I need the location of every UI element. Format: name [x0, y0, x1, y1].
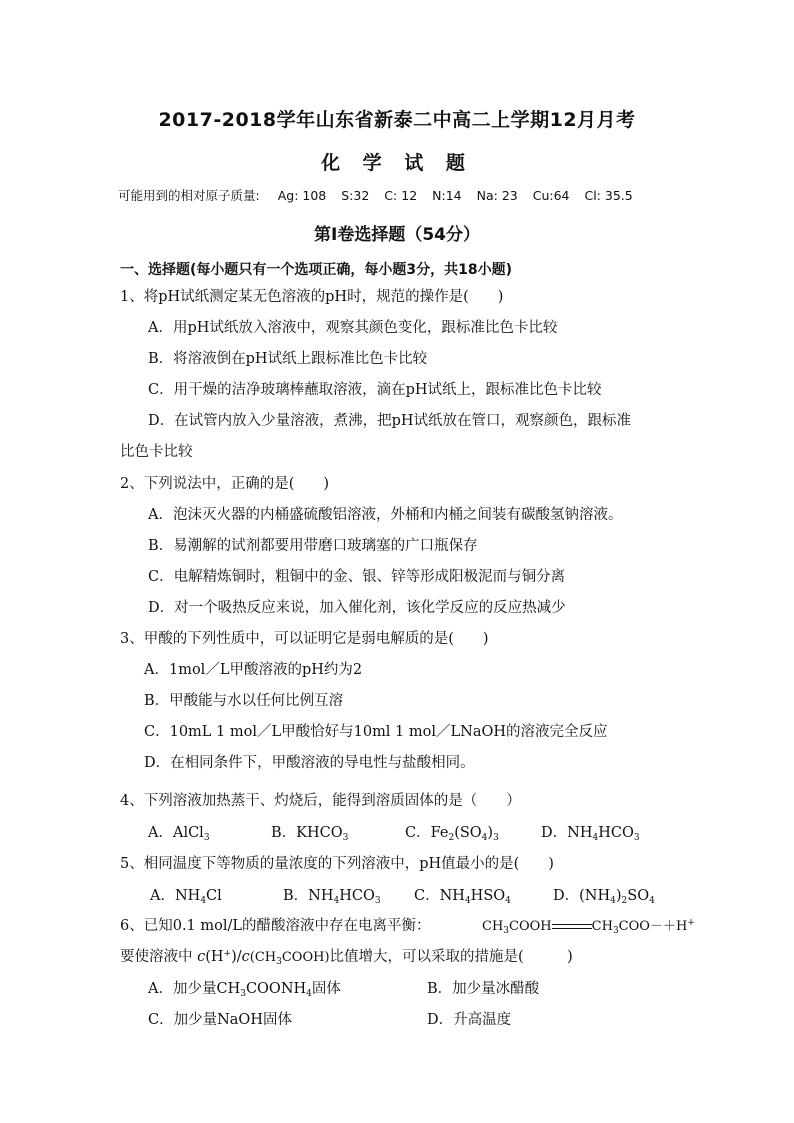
q1-option-a: A．用pH试纸放入溶液中，观察其颜色变化，跟标准比色卡比较 [148, 320, 558, 336]
q6-stem-line2: 要使溶液中 $c(H^+)/c(CH_3COOH)$比值增大，可以采取的措施是( ) [120, 949, 573, 967]
q5-stem: 5、相同温度下等物质的量浓度的下列溶液中，pH值最小的是( ) [120, 856, 554, 872]
q2-option-d: D．对一个吸热反应来说，加入催化剂，该化学反应的反应热减少 [148, 600, 566, 616]
q3-option-a: A．1mol／L甲酸溶液的pH约为2 [144, 662, 363, 678]
q4-option-d: D．$NH_4HCO_3$ [541, 825, 640, 843]
q1-option-d: D．在试管内放入少量溶液，煮沸，把pH试纸放在管口，观察颜色，跟标准 [148, 413, 632, 429]
q1-option-c: C．用干燥的洁净玻璃棒蘸取溶液，滴在pH试纸上，跟标准比色卡比较 [148, 382, 602, 398]
q5-option-d: D．$(NH_4)_2SO_4$ [553, 888, 655, 906]
equilibrium-arrow-icon [552, 922, 592, 932]
subject-title: 化 学 试 题 [321, 152, 473, 174]
q6-stem: 6、已知0.1 mol/L的醋酸溶液中存在电离平衡： [120, 918, 431, 934]
q1-option-d-cont: 比色卡比较 [120, 444, 193, 460]
atomic-mass-item: Cl: 35.5 [584, 188, 633, 203]
q4-option-c: C．$Fe_2(SO_4)_3$ [405, 825, 499, 843]
q4-option-a: A．AlCl$_3$ [148, 825, 210, 843]
atomic-mass-item: N:14 [432, 188, 462, 203]
part-title: 第Ⅰ卷选择题（54分） [314, 225, 480, 245]
q3-option-d: D．在相同条件下，甲酸溶液的导电性与盐酸相同。 [144, 755, 475, 771]
atomic-mass-item: C: 12 [384, 188, 418, 203]
q6-ionization-equation: $CH_3COOH$ $CH_3COO-+H^+$ [482, 918, 695, 936]
q4-option-b: B．$KHCO_3$ [271, 825, 349, 843]
q5-option-c: C．$NH_4HSO_4$ [414, 888, 511, 906]
atomic-mass-item: Na: 23 [476, 188, 518, 203]
q6-option-b: B．加少量冰醋酸 [427, 981, 540, 997]
q2-option-b: B．易潮解的试剂都要用带磨口玻璃塞的广口瓶保存 [148, 538, 478, 554]
atomic-masses [118, 186, 644, 204]
q3-stem: 3、甲酸的下列性质中，可以证明它是弱电解质的是( ) [120, 631, 489, 647]
q3-option-c: C．10mL 1 mol／L甲酸恰好与10ml 1 mol／LNaOH的溶液完全反应 [144, 724, 608, 740]
q6-option-c: C．加少量NaOH固体 [148, 1012, 292, 1028]
q6-option-d: D．升高温度 [427, 1012, 512, 1028]
q5-option-a: A．$NH_4Cl$ [150, 888, 222, 906]
q1-stem: 1、将pH试纸测定某无色溶液的pH时，规范的操作是( ) [120, 289, 504, 305]
q5-option-b: B．$NH_4HCO_3$ [283, 888, 381, 906]
atomic-mass-item: Ag: 108 [277, 188, 327, 203]
atomic-mass-item: S:32 [341, 188, 370, 203]
section-title: 一、选择题(每小题只有一个选项正确，每小题3分，共18小题) [120, 262, 513, 278]
q3-option-b: B．甲酸能与水以任何比例互溶 [144, 693, 344, 709]
q4-stem: 4、下列溶液加热蒸干、灼烧后，能得到溶质固体的是（ ） [120, 793, 521, 809]
q2-option-a: A．泡沫灭火器的内桶盛硫酸铝溶液，外桶和内桶之间装有碳酸氢钠溶液。 [148, 507, 623, 523]
atomic-mass-item: Cu:64 [532, 188, 570, 203]
q2-stem: 2、下列说法中，正确的是( ) [120, 476, 330, 492]
q2-option-c: C．电解精炼铜时，粗铜中的金、银、锌等形成阳极泥而与铜分离 [148, 569, 566, 585]
exam-title: 2017-2018学年山东省新泰二中高二上学期12月月考 [158, 109, 636, 131]
q1-option-b: B．将溶液倒在pH试纸上跟标准比色卡比较 [148, 351, 428, 367]
atomic-mass-label: 可能用到的相对原子质量: [118, 188, 260, 203]
q6-option-a: A．加少量$CH_3COONH_4$固体 [148, 981, 341, 999]
